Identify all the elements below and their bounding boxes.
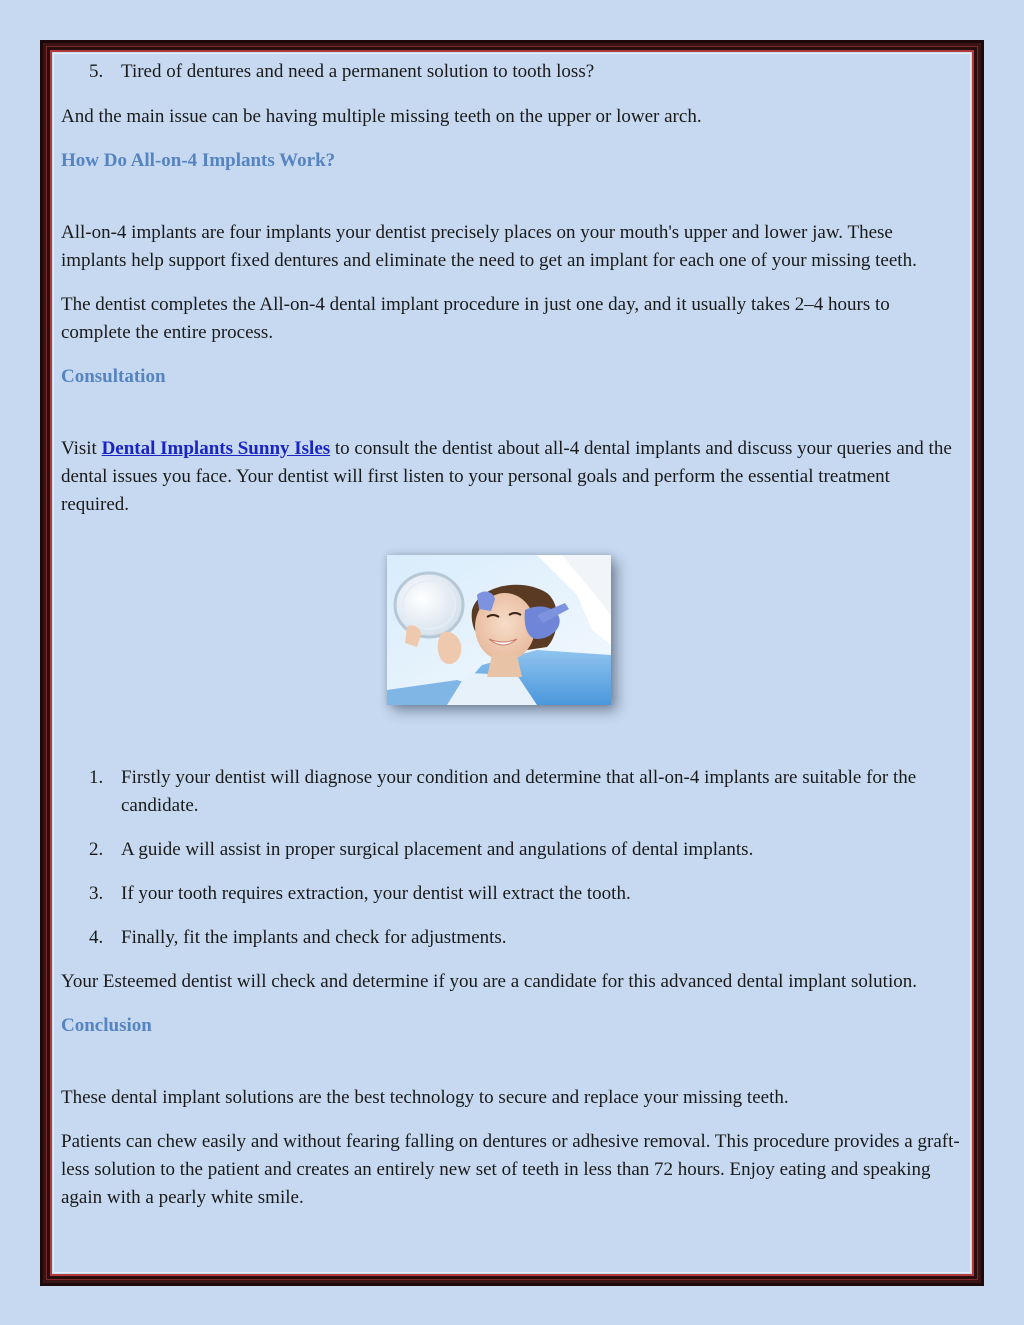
list-item-5 [61, 58, 961, 86]
list-number: 2. [89, 839, 104, 860]
paragraph-procedure: The dentist completes the All-on-4 dental implant procedure in just one day, and it usually takes 2–4 hours to complete the entire process. [61, 294, 890, 343]
paragraph-solutions: These dental implant solutions are the best technology to secure and replace your missing teeth. [61, 1087, 789, 1108]
list-item-text: Firstly your dentist will diagnose your condition and determine that all-on-4 implants are suitable for the candidate. [121, 767, 917, 816]
paragraph-visit [61, 435, 961, 519]
list-number: 4. [89, 927, 104, 948]
list-item-text: Tired of dentures and need a permanent solution to tooth loss? [121, 61, 595, 82]
list-item-text: Finally, fit the implants and check for adjustments. [121, 927, 507, 948]
paragraph-esteemed-dentist: Your Esteemed dentist will check and determine if you are a candidate for this advanced dental implant solution. [61, 971, 917, 992]
list-item [61, 764, 961, 820]
list-item [61, 880, 961, 908]
heading-how-it-works: How Do All-on-4 Implants Work? [61, 150, 336, 171]
paragraph-patients: Patients can chew easily and without fearing falling on dentures or adhesive removal. This procedure provides a graft-less solution to the patient and creates an entirely new set of teeth in less than 72 hours. Enjoy eating and speaking again with a pearly white smile. [61, 1131, 960, 1208]
list-number: 1. [89, 767, 104, 788]
dental-implants-link[interactable]: Dental Implants Sunny Isles [101, 438, 331, 459]
paragraph-main-issue: And the main issue can be having multiple missing teeth on the upper or lower arch. [61, 106, 702, 127]
heading-conclusion: Conclusion [61, 1015, 152, 1036]
visit-suffix: to consult the dentist about all-4 dental implants and discuss your queries and the dental issues you face. Your dentist will first listen to your personal goals and perform the essential treatment required. [61, 438, 952, 515]
document-body [61, 58, 961, 1212]
dental-patient-photo [387, 555, 611, 705]
list-item-text: A guide will assist in proper surgical placement and angulations of dental implants. [121, 839, 754, 860]
heading-consultation: Consultation [61, 366, 166, 387]
list-item-text: If your tooth requires extraction, your dentist will extract the tooth. [121, 883, 631, 904]
visit-prefix: Visit [61, 438, 102, 459]
list-number: 3. [89, 883, 104, 904]
paragraph-all-on-4: All-on-4 implants are four implants your dentist precisely places on your mouth's upper and lower jaw. These implants help support fixed dentures and eliminate the need to get an implant for each one of your missing teeth. [61, 222, 917, 271]
list-item [61, 924, 961, 952]
list-number: 5. [89, 61, 104, 82]
procedure-steps-list [61, 764, 961, 952]
list-item [61, 836, 961, 864]
